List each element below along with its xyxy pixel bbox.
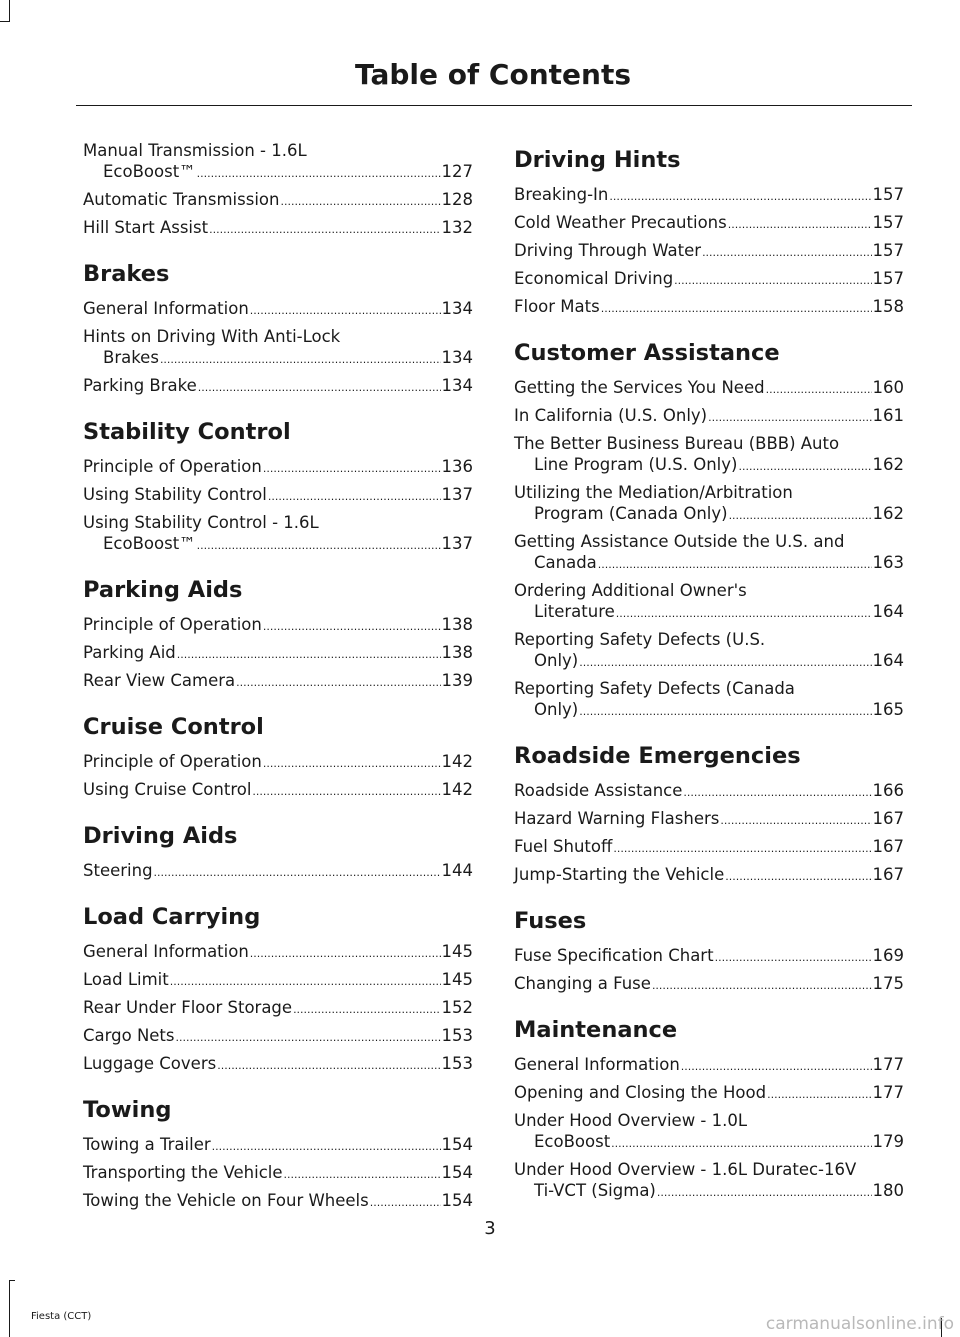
toc-entry[interactable] <box>83 217 473 240</box>
toc-entry-title: Breaking-In <box>514 185 609 204</box>
dot-leader <box>160 347 441 370</box>
toc-entry[interactable] <box>83 670 473 693</box>
toc-entry[interactable] <box>514 808 904 831</box>
toc-entry[interactable] <box>83 189 473 212</box>
toc-entry[interactable] <box>83 751 473 774</box>
toc-entry[interactable] <box>83 512 473 556</box>
toc-entry-title-line1: Utilizing the Mediation/Arbitration <box>514 483 793 502</box>
toc-entry-title: Principle of Operation <box>83 615 262 634</box>
toc-entry-title: In California (U.S. Only) <box>514 406 708 425</box>
dot-leader <box>197 161 441 184</box>
toc-entry-page: 177 <box>872 1055 904 1074</box>
section-heading: Maintenance <box>514 1017 678 1043</box>
dot-leader <box>176 1025 441 1048</box>
toc-entry-title: Towing a Trailer <box>83 1135 211 1154</box>
dot-leader <box>263 456 441 479</box>
toc-entry-title: Fuse Specification Chart <box>514 946 714 965</box>
section-heading: Cruise Control <box>83 714 264 740</box>
toc-entry-title: Only) <box>534 651 579 670</box>
toc-entry-page: 138 <box>441 643 473 662</box>
toc-entry-title: Steering <box>83 861 153 880</box>
toc-entry[interactable] <box>514 212 904 235</box>
toc-entry-title: Hill Start Assist <box>83 218 209 237</box>
dot-leader <box>720 808 871 831</box>
toc-entry-title: Changing a Fuse <box>514 974 651 993</box>
toc-entry[interactable] <box>83 456 473 479</box>
dot-leader <box>729 503 872 526</box>
toc-entry[interactable] <box>83 860 473 883</box>
toc-entry[interactable] <box>83 1053 473 1076</box>
toc-entry[interactable] <box>83 997 473 1020</box>
section-heading: Brakes <box>83 261 170 287</box>
toc-entry[interactable] <box>83 941 473 964</box>
toc-entry-title: Opening and Closing the Hood <box>514 1083 767 1102</box>
toc-entry-title: Roadside Assistance <box>514 781 683 800</box>
toc-entry-page: 169 <box>872 946 904 965</box>
toc-entry[interactable] <box>83 326 473 370</box>
dot-leader <box>766 377 872 400</box>
toc-entry[interactable] <box>83 1190 473 1213</box>
toc-entry-title: Literature <box>534 602 615 621</box>
toc-entry-title: General Information <box>83 942 249 961</box>
toc-entry[interactable] <box>514 973 904 996</box>
toc-entry-title: Ti-VCT (Sigma) <box>534 1181 656 1200</box>
toc-entry-title-line1: Using Stability Control - 1.6L <box>83 513 319 532</box>
dot-leader <box>212 1134 441 1157</box>
toc-entry[interactable] <box>514 240 904 263</box>
crop-mark-bottom-left <box>9 1280 10 1337</box>
dot-leader <box>611 1131 871 1154</box>
toc-entry-page: 164 <box>872 651 904 670</box>
toc-entry-title: Hazard Warning Flashers <box>514 809 720 828</box>
dot-leader <box>268 484 441 507</box>
toc-entry-title: EcoBoost™ <box>103 162 196 181</box>
dot-leader <box>702 240 871 263</box>
toc-entry[interactable] <box>83 1025 473 1048</box>
dot-leader <box>263 751 441 774</box>
toc-entry-page: 142 <box>441 752 473 771</box>
toc-entry-page: 134 <box>441 348 473 367</box>
page-title: Table of Contents <box>354 58 631 91</box>
toc-entry-page: 153 <box>441 1054 473 1073</box>
section-heading: Parking Aids <box>83 577 243 603</box>
toc-entry[interactable] <box>83 779 473 802</box>
dot-leader <box>598 552 872 575</box>
section-heading: Driving Aids <box>83 823 238 849</box>
dot-leader <box>609 184 871 207</box>
toc-entry-page: 154 <box>441 1163 473 1182</box>
toc-entry-title-line1: Under Hood Overview - 1.6L Duratec-16V <box>514 1160 857 1179</box>
toc-entry-page: 145 <box>441 942 473 961</box>
toc-entry-title: Rear View Camera <box>83 671 236 690</box>
toc-entry-title: Using Cruise Control <box>83 780 252 799</box>
toc-entry-title: Cargo Nets <box>83 1026 175 1045</box>
toc-entry[interactable] <box>514 482 904 526</box>
toc-entry-page: 162 <box>872 504 904 523</box>
dot-leader <box>280 189 440 212</box>
toc-entry-page: 136 <box>441 457 473 476</box>
toc-entry[interactable] <box>514 864 904 887</box>
toc-entry-title: Cold Weather Precautions <box>514 213 727 232</box>
section-heading: Load Carrying <box>83 904 261 930</box>
toc-entry-page: 161 <box>872 406 904 425</box>
toc-entry-title: Parking Aid <box>83 643 176 662</box>
toc-entry-page: 134 <box>441 376 473 395</box>
toc-right-column <box>514 140 904 1208</box>
toc-entry-title: EcoBoost <box>534 1132 611 1151</box>
toc-entry-page: 177 <box>872 1083 904 1102</box>
toc-entry-title: Automatic Transmission <box>83 190 280 209</box>
dot-leader <box>370 1190 441 1213</box>
toc-entry[interactable] <box>514 377 904 400</box>
toc-entry-page: 157 <box>872 213 904 232</box>
toc-entry-title: Only) <box>534 700 579 719</box>
dot-leader <box>250 298 441 321</box>
dot-leader <box>170 969 441 992</box>
dot-leader <box>217 1053 440 1076</box>
toc-entry-page: 160 <box>872 378 904 397</box>
toc-entry-title: Brakes <box>103 348 159 367</box>
section-heading: Fuses <box>514 908 587 934</box>
toc-entry-title: Economical Driving <box>514 269 674 288</box>
toc-entry-title: Program (Canada Only) <box>534 504 728 523</box>
crop-mark-bottom-left-h <box>9 1280 15 1281</box>
dot-leader <box>708 405 871 428</box>
toc-left-column <box>83 140 473 1218</box>
toc-entry-page: 167 <box>872 865 904 884</box>
toc-entry[interactable] <box>514 1054 904 1077</box>
toc-entry[interactable] <box>514 1159 904 1203</box>
toc-entry-page: 165 <box>872 700 904 719</box>
toc-entry[interactable] <box>514 945 904 968</box>
toc-entry-title: Load Limit <box>83 970 169 989</box>
dot-leader <box>601 296 872 319</box>
toc-entry-page: 163 <box>872 553 904 572</box>
toc-entry-title: Jump-Starting the Vehicle <box>514 865 725 884</box>
toc-entry-title: Transporting the Vehicle <box>83 1163 283 1182</box>
toc-entry-page: 153 <box>441 1026 473 1045</box>
toc-entry[interactable] <box>83 1162 473 1185</box>
toc-entry-page: 134 <box>441 299 473 318</box>
toc-entry[interactable] <box>514 268 904 291</box>
toc-entry-page: 167 <box>872 837 904 856</box>
toc-entry-page: 138 <box>441 615 473 634</box>
dot-leader <box>579 699 871 722</box>
toc-entry-title: Towing the Vehicle on Four Wheels <box>83 1191 369 1210</box>
toc-entry-title: Line Program (U.S. Only) <box>534 455 738 474</box>
toc-entry[interactable] <box>514 405 904 428</box>
dot-leader <box>293 997 440 1020</box>
dot-leader <box>236 670 440 693</box>
toc-entry-page: 137 <box>441 534 473 553</box>
toc-entry[interactable] <box>514 580 904 624</box>
toc-entry-title: EcoBoost™ <box>103 534 196 553</box>
crop-mark-top-left <box>9 0 10 22</box>
dot-leader <box>681 1054 872 1077</box>
toc-entry[interactable] <box>514 780 904 803</box>
toc-entry-page: 157 <box>872 241 904 260</box>
dot-leader <box>728 212 872 235</box>
toc-entry-title: Canada <box>534 553 597 572</box>
toc-entry-page: 158 <box>872 297 904 316</box>
toc-entry-page: 154 <box>441 1135 473 1154</box>
toc-entry-page: 162 <box>872 455 904 474</box>
dot-leader <box>177 642 441 665</box>
toc-entry-page: 166 <box>872 781 904 800</box>
toc-entry[interactable] <box>514 531 904 575</box>
toc-entry-page: 128 <box>441 190 473 209</box>
toc-entry[interactable] <box>514 433 904 477</box>
toc-entry-page: 175 <box>872 974 904 993</box>
toc-entry-title: General Information <box>83 299 249 318</box>
toc-entry-page: 179 <box>872 1132 904 1151</box>
toc-entry-title-line1: Hints on Driving With Anti-Lock <box>83 327 341 346</box>
toc-entry[interactable] <box>514 629 904 673</box>
toc-entry-title: Principle of Operation <box>83 752 262 771</box>
dot-leader <box>683 780 871 803</box>
toc-entry[interactable] <box>514 836 904 859</box>
toc-entry-page: 164 <box>872 602 904 621</box>
toc-entry[interactable] <box>83 484 473 507</box>
toc-entry-title: Using Stability Control <box>83 485 267 504</box>
dot-leader <box>209 217 440 240</box>
dot-leader <box>579 650 871 673</box>
toc-entry-title: Getting the Services You Need <box>514 378 765 397</box>
toc-entry-page: 145 <box>441 970 473 989</box>
dot-leader <box>738 454 871 477</box>
toc-entry-title: General Information <box>514 1055 680 1074</box>
toc-entry-page: 139 <box>441 671 473 690</box>
toc-entry-title: Driving Through Water <box>514 241 702 260</box>
toc-entry-page: 144 <box>441 861 473 880</box>
toc-entry-page: 132 <box>441 218 473 237</box>
toc-entry-page: 180 <box>872 1181 904 1200</box>
dot-leader <box>652 973 872 996</box>
dot-leader <box>198 375 441 398</box>
dot-leader <box>657 1180 872 1203</box>
model-label: Fiesta (CCT) <box>31 1311 92 1322</box>
toc-entry[interactable] <box>514 296 904 319</box>
toc-entry-title-line1: Under Hood Overview - 1.0L <box>514 1111 748 1130</box>
toc-entry[interactable] <box>83 140 473 184</box>
toc-entry[interactable] <box>514 1110 904 1154</box>
toc-entry-page: 127 <box>441 162 473 181</box>
toc-entry-title-line1: Reporting Safety Defects (U.S. <box>514 630 766 649</box>
toc-entry-title-line1: Getting Assistance Outside the U.S. and <box>514 532 845 551</box>
toc-entry[interactable] <box>514 1082 904 1105</box>
crop-mark-top-left-h <box>0 21 10 22</box>
dot-leader <box>263 614 441 637</box>
toc-entry-title-line1: The Better Business Bureau (BBB) Auto <box>514 434 840 453</box>
toc-entry-title: Parking Brake <box>83 376 197 395</box>
toc-entry-title: Floor Mats <box>514 297 600 316</box>
toc-entry-page: 157 <box>872 185 904 204</box>
dot-leader <box>252 779 440 802</box>
toc-entry-title: Luggage Covers <box>83 1054 217 1073</box>
toc-entry-title: Principle of Operation <box>83 457 262 476</box>
toc-entry[interactable] <box>83 1134 473 1157</box>
toc-entry-title-line1: Ordering Additional Owner's <box>514 581 747 600</box>
toc-entry-page: 157 <box>872 269 904 288</box>
toc-entry-title-line1: Manual Transmission - 1.6L <box>83 141 307 160</box>
toc-entry-page: 137 <box>441 485 473 504</box>
dot-leader <box>725 864 871 887</box>
section-heading: Towing <box>83 1097 172 1123</box>
toc-entry-page: 154 <box>441 1191 473 1210</box>
toc-entry-page: 152 <box>441 998 473 1017</box>
toc-entry[interactable] <box>83 614 473 637</box>
section-heading: Roadside Emergencies <box>514 743 801 769</box>
section-heading: Stability Control <box>83 419 291 445</box>
toc-entry[interactable] <box>83 642 473 665</box>
dot-leader <box>715 945 872 968</box>
dot-leader <box>250 941 441 964</box>
watermark: carmanualsonline.info <box>765 1314 954 1334</box>
dot-leader <box>674 268 871 291</box>
toc-entry-title: Fuel Shutoff <box>514 837 613 856</box>
dot-leader <box>154 860 441 883</box>
dot-leader <box>767 1082 871 1105</box>
dot-leader <box>284 1162 441 1185</box>
toc-entry[interactable] <box>83 969 473 992</box>
toc-entry-page: 142 <box>441 780 473 799</box>
page-number: 3 <box>484 1218 496 1239</box>
toc-entry[interactable] <box>514 184 904 207</box>
dot-leader <box>197 533 441 556</box>
toc-entry-page: 167 <box>872 809 904 828</box>
dot-leader <box>616 601 872 624</box>
header-divider <box>76 105 912 106</box>
toc-entry[interactable] <box>83 298 473 321</box>
toc-entry-title: Rear Under Floor Storage <box>83 998 293 1017</box>
dot-leader <box>613 836 871 859</box>
toc-entry[interactable] <box>514 678 904 722</box>
toc-entry-title-line1: Reporting Safety Defects (Canada <box>514 679 795 698</box>
toc-entry[interactable] <box>83 375 473 398</box>
section-heading: Customer Assistance <box>514 340 780 366</box>
section-heading: Driving Hints <box>514 147 681 173</box>
